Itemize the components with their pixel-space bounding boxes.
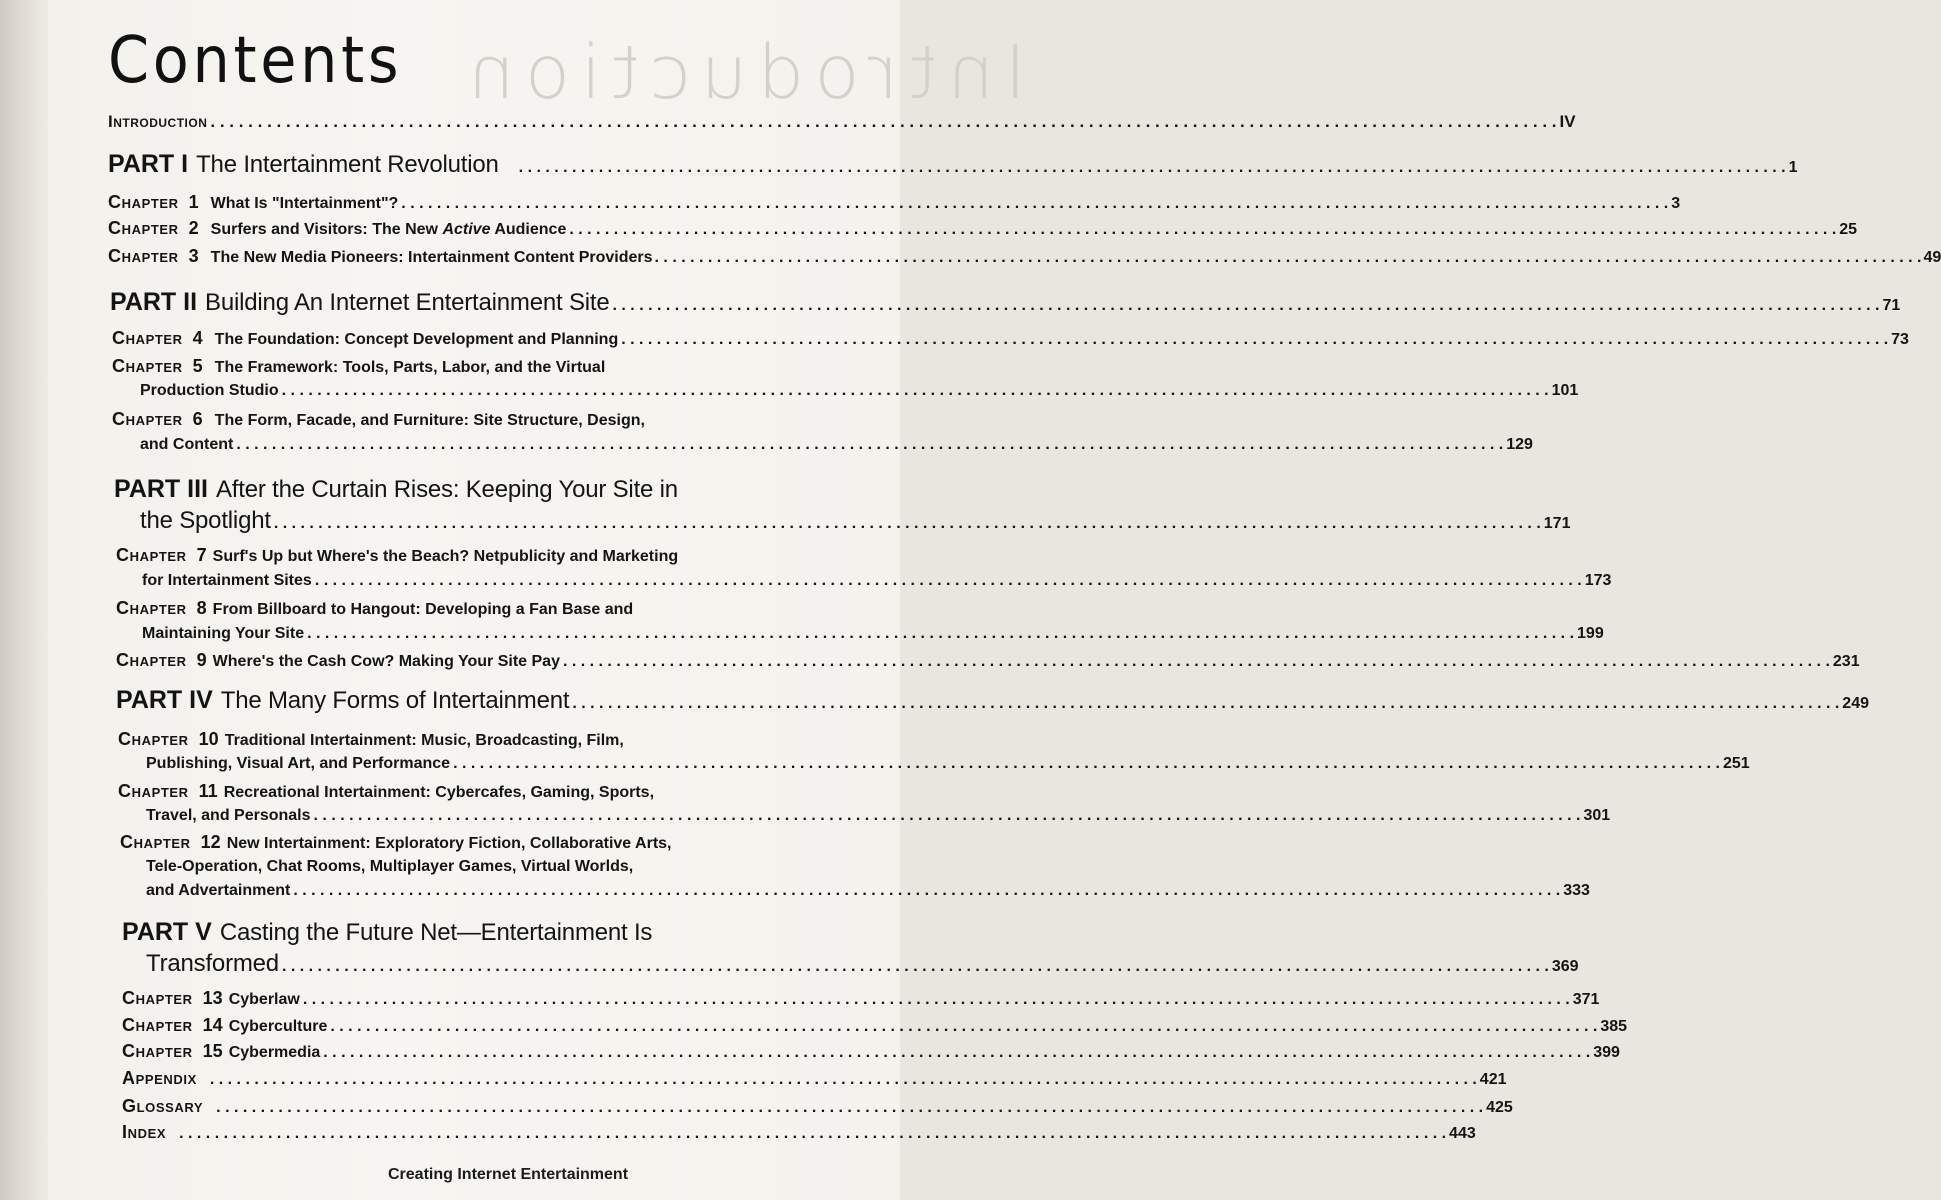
toc-chapter-10-heading[interactable] (118, 727, 624, 753)
page-number: 71 (1882, 297, 1901, 314)
page-title: Contents (108, 24, 403, 98)
toc-chapter-6[interactable] (140, 432, 1533, 457)
chapter-title-continued: Publishing, Visual Art, and Performance (146, 755, 451, 772)
page-number: 301 (1583, 807, 1611, 824)
part-title-continued: Transformed (146, 950, 279, 977)
chapter-number: 7 (196, 545, 207, 565)
dot-leader (401, 191, 1668, 216)
chapter-title: Cyberlaw (228, 991, 300, 1008)
toc-chapter-3[interactable] (108, 244, 1941, 270)
page-number: 129 (1506, 436, 1533, 453)
chapter-number: 1 (188, 192, 199, 212)
chapter-label: Chapter (108, 192, 179, 212)
part-label: PART IV (116, 686, 213, 714)
chapter-title-continued: for Intertainment Sites (142, 572, 312, 589)
chapter-label: Chapter (112, 409, 183, 429)
dot-leader (307, 621, 1574, 646)
page-number: 399 (1593, 1044, 1620, 1061)
toc-chapter-10[interactable] (146, 751, 1750, 776)
toc-part-1[interactable] (108, 150, 1798, 179)
toc-chapter-2[interactable] (108, 216, 1858, 242)
chapter-title: Recreational Intertainment: Cybercafes, Gaming, Sports, (223, 784, 655, 801)
chapter-label: Chapter (112, 328, 183, 348)
chapter-number: 10 (198, 729, 219, 749)
toc-chapter-12-line2 (146, 854, 633, 879)
chapter-title-continued: Maintaining Your Site (142, 625, 305, 642)
toc-chapter-7[interactable] (142, 568, 1612, 593)
toc-chapter-13[interactable] (122, 986, 1600, 1012)
dot-leader (293, 878, 1560, 903)
toc-chapter-15[interactable] (122, 1039, 1620, 1065)
page-number: 425 (1486, 1099, 1513, 1116)
chapter-title: New Intertainment: Exploratory Fiction, Collaborative Arts, (226, 835, 672, 852)
dot-leader (282, 958, 1549, 976)
chapter-label: Chapter (108, 218, 179, 238)
dot-leader (572, 695, 1839, 713)
chapter-label: Chapter (120, 832, 191, 852)
chapter-number: 4 (192, 328, 203, 348)
chapter-title-continued: Travel, and Personals (146, 807, 311, 824)
dot-leader (519, 159, 1786, 177)
dot-leader (179, 1121, 1446, 1146)
chapter-number: 8 (196, 598, 207, 618)
page-number: 385 (1600, 1018, 1628, 1035)
chapter-title: Surf's Up but Where's the Beach? Netpublicity and Marketing (212, 548, 679, 565)
toc-chapter-12-heading[interactable] (120, 830, 672, 856)
chapter-label: Chapter (108, 246, 179, 266)
dot-leader (569, 217, 1836, 242)
toc-chapter-7-heading[interactable] (116, 543, 678, 569)
chapter-label: Chapter (122, 988, 193, 1008)
part-title: After the Curtain Rises: Keeping Your Site in (215, 476, 678, 503)
page-number: 251 (1723, 755, 1750, 772)
toc-part-2[interactable] (110, 288, 1901, 317)
chapter-title: Cyberculture (228, 1018, 328, 1035)
chapter-title-continued: and Advertainment (146, 882, 291, 899)
chapter-label: Chapter (116, 650, 187, 670)
chapter-label: Chapter (112, 356, 183, 376)
chapter-title-emphasis: Active (442, 221, 491, 238)
chapter-number: 11 (198, 781, 218, 801)
chapter-title-continued: Tele-Operation, Chat Rooms, Multiplayer Games, Virtual Worlds, (146, 858, 634, 875)
page-number: 73 (1891, 331, 1909, 348)
running-footer: Creating Internet Entertainment (388, 1166, 629, 1183)
chapter-title: The Framework: Tools, Parts, Labor, and the Virtual (214, 359, 606, 376)
page-number: 25 (1839, 221, 1858, 238)
page-number: 369 (1551, 958, 1579, 975)
chapter-label: Chapter (116, 598, 187, 618)
chapter-title-continued: and Content (140, 436, 234, 453)
dot-leader (210, 1067, 1477, 1092)
entry-label: Introduction (108, 112, 208, 131)
chapter-title: The Form, Facade, and Furniture: Site Structure, Design, (214, 412, 645, 429)
page-number: 421 (1479, 1071, 1507, 1088)
chapter-number: 6 (192, 409, 203, 429)
dot-leader (236, 432, 1503, 457)
chapter-title: What Is "Intertainment"? (210, 195, 399, 212)
dot-leader (274, 515, 1541, 533)
dot-leader (315, 568, 1582, 593)
page-number: 171 (1543, 515, 1571, 532)
toc-chapter-5-heading[interactable] (112, 354, 605, 380)
toc-entry-glossary[interactable] (122, 1094, 1513, 1120)
dot-leader (330, 1014, 1597, 1039)
page-number: 3 (1671, 195, 1681, 212)
dot-leader (216, 1095, 1483, 1120)
page-number: 249 (1842, 695, 1869, 712)
chapter-label: Chapter (116, 545, 187, 565)
toc-chapter-14[interactable] (122, 1013, 1628, 1039)
chapter-title: From Billboard to Hangout: Developing a Fan Base and (212, 601, 634, 618)
toc-chapter-1[interactable] (108, 190, 1681, 216)
toc-chapter-11[interactable] (146, 803, 1611, 828)
part-label: PART I (108, 150, 189, 178)
part-title: The Many Forms of Intertainment (220, 687, 570, 714)
part-title: The Intertainment Revolution (196, 151, 499, 178)
chapter-label: Chapter (122, 1041, 193, 1061)
entry-label: Appendix (122, 1068, 197, 1088)
page-number: 371 (1572, 991, 1600, 1008)
chapter-number: 15 (202, 1041, 223, 1061)
chapter-label: Chapter (118, 781, 189, 801)
chapter-label: Chapter (122, 1015, 193, 1035)
dot-leader (282, 378, 1549, 403)
part-title-continued: the Spotlight (140, 507, 271, 534)
toc-part-3-heading[interactable] (114, 475, 678, 504)
part-title: Casting the Future Net—Entertainment Is (219, 919, 653, 946)
page-number: 443 (1449, 1125, 1476, 1142)
page-number: 173 (1584, 572, 1612, 589)
part-label: PART III (114, 475, 208, 503)
dot-leader (613, 297, 1880, 315)
page-number: 49 (1923, 249, 1941, 266)
chapter-number: 13 (202, 988, 223, 1008)
page-number: 1 (1788, 159, 1798, 176)
toc-chapter-9[interactable] (116, 648, 1860, 674)
entry-label: Glossary (122, 1096, 204, 1116)
chapter-title: Cybermedia (228, 1044, 321, 1061)
toc-chapter-5[interactable] (140, 378, 1579, 403)
dot-leader (453, 751, 1720, 776)
page-number: 231 (1832, 653, 1860, 670)
toc-chapter-8[interactable] (142, 621, 1604, 646)
toc-chapter-8-heading[interactable] (116, 596, 633, 622)
part-title: Building An Internet Entertainment Site (205, 289, 610, 316)
dot-leader (323, 1040, 1590, 1065)
dot-leader (210, 112, 1556, 132)
toc-entry-index[interactable] (122, 1120, 1476, 1146)
chapter-title: Surfers and Visitors: The New (210, 221, 443, 238)
chapter-title: The New Media Pioneers: Intertainment Content Providers (210, 249, 653, 266)
chapter-number: 3 (188, 246, 199, 266)
toc-part-3[interactable] (140, 507, 1571, 535)
chapter-number: 12 (200, 832, 221, 852)
part-label: PART II (110, 288, 198, 316)
page-number: 101 (1551, 382, 1579, 399)
toc-entry-appendix[interactable] (122, 1066, 1507, 1092)
chapter-title: The Foundation: Concept Development and Planning (214, 331, 619, 348)
bleed-through-text: Introduction (458, 30, 1027, 116)
part-label: PART V (122, 918, 212, 946)
dot-leader (314, 803, 1581, 828)
dot-leader (303, 987, 1570, 1012)
chapter-number: 14 (202, 1015, 223, 1035)
toc-part-5[interactable] (146, 950, 1579, 978)
chapter-label: Chapter (118, 729, 189, 749)
chapter-number: 5 (192, 356, 203, 376)
page-number: IV (1559, 112, 1576, 131)
entry-label: Index (122, 1122, 167, 1142)
dot-leader (655, 245, 1922, 270)
toc-chapter-4[interactable] (112, 326, 1909, 352)
toc-chapter-12[interactable] (146, 878, 1590, 903)
book-gutter (0, 0, 49, 1200)
toc-chapter-6-heading[interactable] (112, 407, 645, 433)
chapter-number: 2 (188, 218, 199, 238)
dot-leader (621, 327, 1888, 352)
chapter-number: 9 (196, 650, 207, 670)
chapter-title-end: Audience (490, 221, 567, 238)
toc-entry-introduction[interactable] (108, 112, 1576, 132)
page-number: 333 (1563, 882, 1590, 899)
chapter-title-continued: Production Studio (140, 382, 279, 399)
toc-part-4[interactable] (116, 686, 1869, 715)
toc-part-5-heading[interactable] (122, 918, 652, 947)
dot-leader (563, 649, 1830, 674)
page-number: 199 (1577, 625, 1604, 642)
toc-chapter-11-heading[interactable] (118, 779, 654, 805)
chapter-title: Where's the Cash Cow? Making Your Site Pay (212, 653, 560, 670)
chapter-title: Traditional Intertainment: Music, Broadcasting, Film, (224, 732, 624, 749)
